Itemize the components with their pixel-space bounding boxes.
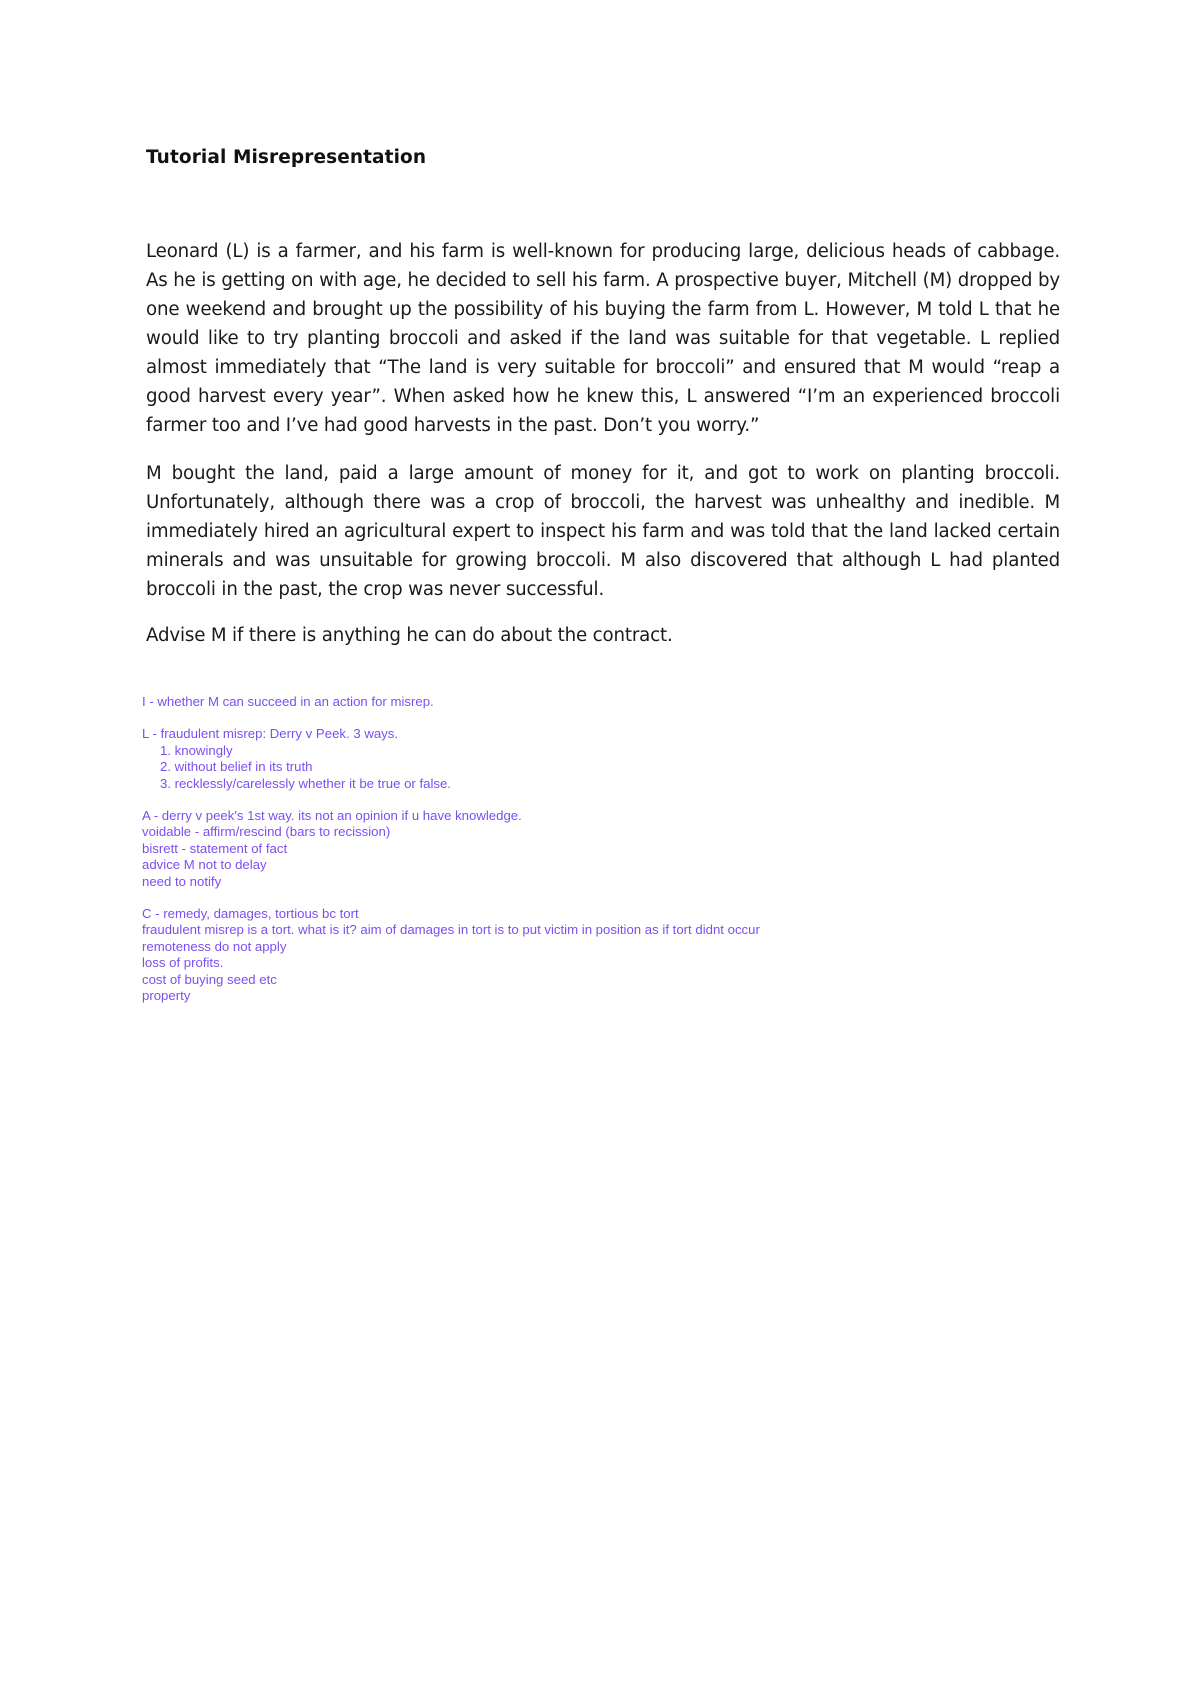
- note-law-item: 3. recklessly/carelessly whether it be true or false.: [160, 775, 451, 791]
- note-conclusion-line: cost of buying seed etc: [142, 971, 277, 987]
- note-spacer: [142, 792, 1062, 808]
- note-conclusion-line: C - remedy, damages, tortious bc tort: [142, 906, 359, 922]
- body-paragraph: M bought the land, paid a large amount of money for it, and got to work on planting broccoli. Unfortunately, although there was a crop of broccoli, the harvest was unhealthy and inedible. M immediately hired an agricultural expert to inspect his farm and was told that the land lacked certain minerals and was unsuitable for growing broccoli. M also discovered that although L had planted broccoli in the past, the crop was never successful.: [146, 463, 1060, 600]
- note-conclusion-line: remoteness do not apply: [142, 938, 287, 954]
- note-application-line: advice M not to delay: [142, 857, 267, 873]
- note-application-line: bisrett - statement of fact: [142, 840, 288, 856]
- note-conclusion-line: loss of profits.: [142, 955, 224, 971]
- handwritten-notes: [142, 694, 1062, 1005]
- note-conclusion-line: fraudulent misrep is a tort. what is it? aim of damages in tort is to put victim in position as if tort didnt occur: [142, 922, 760, 938]
- note-law-heading: L - fraudulent misrep: Derry v Peek. 3 ways.: [142, 726, 399, 742]
- document-title: Tutorial Misrepresentation: [146, 147, 427, 168]
- note-law-item: 1. knowingly: [160, 742, 233, 758]
- note-application-line: voidable - affirm/rescind (bars to recission): [142, 824, 391, 840]
- note-spacer: [142, 710, 1062, 726]
- note-issue: I - whether M can succeed in an action for misrep.: [142, 694, 434, 709]
- note-application-line: A - derry v peek's 1st way. its not an opinion if u have knowledge.: [142, 808, 522, 824]
- note-conclusion-line: property: [142, 988, 191, 1004]
- body-paragraph: Advise M if there is anything he can do about the contract.: [146, 625, 673, 646]
- note-application-line: need to notify: [142, 873, 222, 889]
- body-paragraph: Leonard (L) is a farmer, and his farm is well-known for producing large, delicious heads of cabbage. As he is getting on with age, he decided to sell his farm. A prospective buyer, Mitchell (M) dropped by one weekend and brought up the possibility of his buying the farm from L. However, M told L that he would like to try planting broccoli and asked if the land was suitable for that vegetable. L replied almost immediately that “The land is very suitable for broccoli” and ensured that M would “reap a good harvest every year”. When asked how he knew this, L answered “I’m an experienced broccoli farmer too and I’ve had good harvests in the past. Don’t you worry.”: [146, 241, 1060, 436]
- note-law-item: 2. without belief in its truth: [160, 759, 313, 775]
- note-spacer: [142, 890, 1062, 906]
